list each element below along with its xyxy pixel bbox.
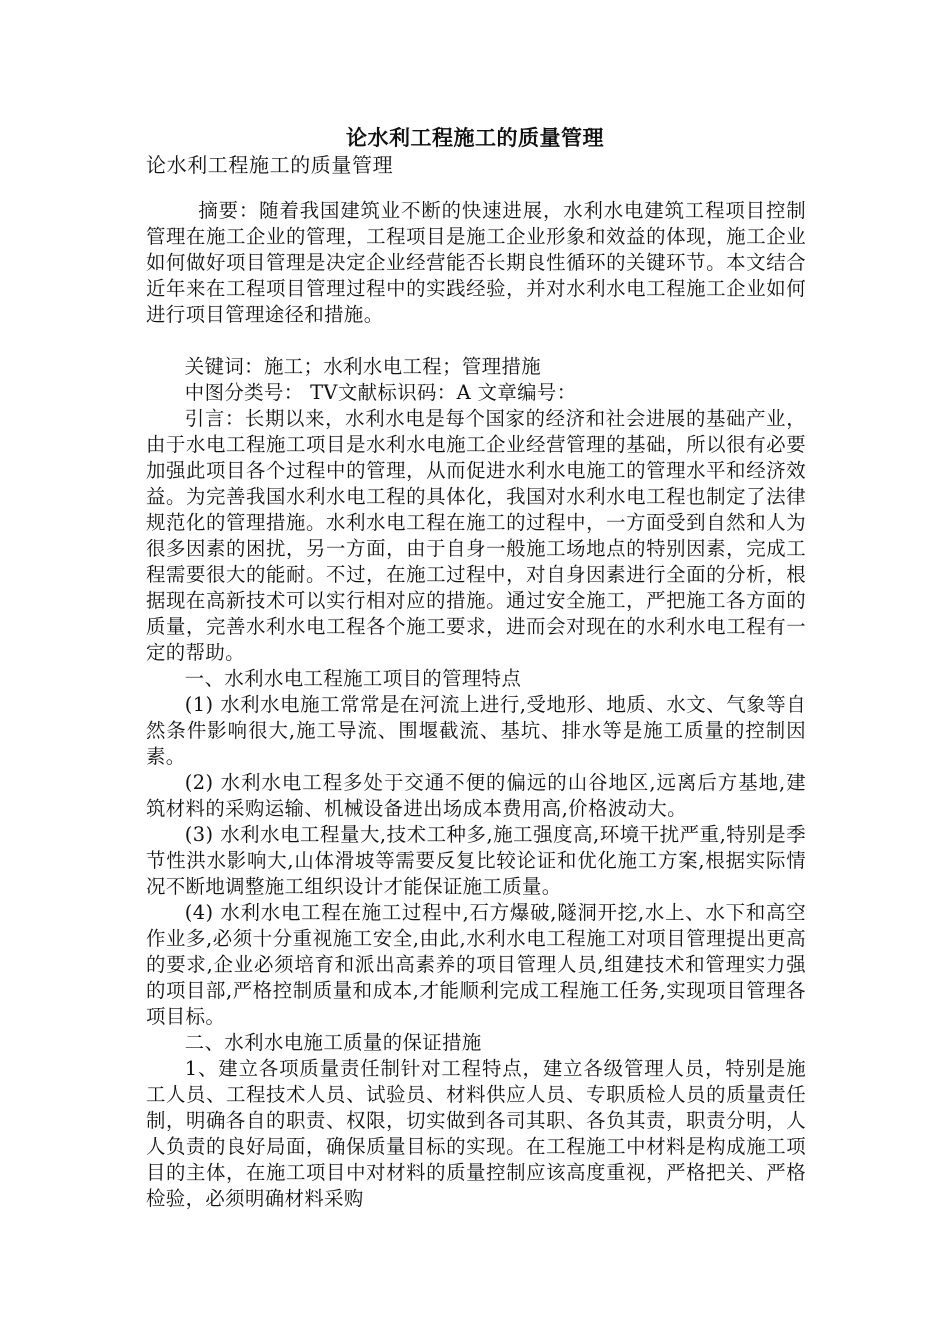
measure-paragraph-1: 1、建立各项质量责任制针对工程特点，建立各级管理人员，特别是施工人员、工程技术人员、试验员、材料供应人员、专职质检人员的质量责任制，明确各自的职责、权限，切实做到各司其职、各负其责，职责分明，人人负责的良好局面，确保质量目标的实现。在工程施工中材料是构成施工项目的主体，在施工项目中对材料的质量控制应该高度重视，严格把关、严格检验，必须明确材料采购: [146, 1057, 806, 1210]
document-title: 论水利工程施工的质量管理: [346, 125, 604, 150]
classification-line: 中图分类号： TV文献标识码：A 文章编号：: [184, 381, 577, 404]
keywords-line: 关键词：施工；水利水电工程；管理措施: [184, 355, 542, 378]
list-item-4: (4) 水利水电工程在施工过程中,石方爆破,隧洞开挖,水上、水下和高空作业多,必须十分重视施工安全,由此,水利水电工程施工对项目管理提出更高的要求,企业必须培育和派出高素养的项目管理人员,组建技术和管理实力强的项目部,严格控制质量和成本,才能顺利完成工程施工任务,实现项目管理各项目标。: [146, 901, 806, 1028]
section-heading-1: 一、水利水电工程施工项目的管理特点: [184, 667, 522, 690]
introduction-paragraph: 引言：长期以来，水利水电是每个国家的经济和社会进展的基础产业，由于水电工程施工项目是水利水电施工企业经营管理的基础，所以很有必要加强此项目各个过程中的管理，从而促进水利水电施工的管理水平和经济效益。为完善我国水利水电工程的具体化，我国对水利水电工程也制定了法律规范化的管理措施。水利水电工程在施工的过程中，一方面受到自然和人为很多因素的困扰，另一方面，由于自身一般施工场地点的特别因素，完成工程需要很大的能耐。不过，在施工过程中，对自身因素进行全面的分析，根据现在高新技术可以实行相对应的措施。通过安全施工，严把施工各方面的质量，完善水利水电工程各个施工要求，进而会对现在的水利水电工程有一定的帮助。: [146, 407, 806, 664]
document-body: [146, 198, 806, 1212]
abstract-paragraph: 摘要：随着我国建筑业不断的快速进展，水利水电建筑工程项目控制管理在施工企业的管理，工程项目是施工企业形象和效益的体现，施工企业如何做好项目管理是决定企业经营能否长期良性循环的关键环节。本文结合近年来在工程项目管理过程中的实践经验，并对水利水电工程施工企业如何进行项目管理途径和措施。: [146, 199, 806, 326]
list-item-1: (1) 水利水电施工常常是在河流上进行,受地形、地质、水文、气象等自然条件影响很大,施工导流、围堰截流、基坑、排水等是施工质量的控制因素。: [146, 693, 806, 768]
list-item-3: (3) 水利水电工程量大,技术工种多,施工强度高,环境干扰严重,特别是季节性洪水影响大,山体滑坡等需要反复比较论证和优化施工方案,根据实际情况不断地调整施工组织设计才能保证施工质量。: [146, 823, 806, 898]
section-heading-2: 二、水利水电施工质量的保证措施: [184, 1031, 482, 1054]
document-subtitle: 论水利工程施工的质量管理: [146, 153, 394, 177]
list-item-2: (2) 水利水电工程多处于交通不便的偏远的山谷地区,远离后方基地,建筑材料的采购运输、机械设备进出场成本费用高,价格波动大。: [146, 771, 806, 820]
